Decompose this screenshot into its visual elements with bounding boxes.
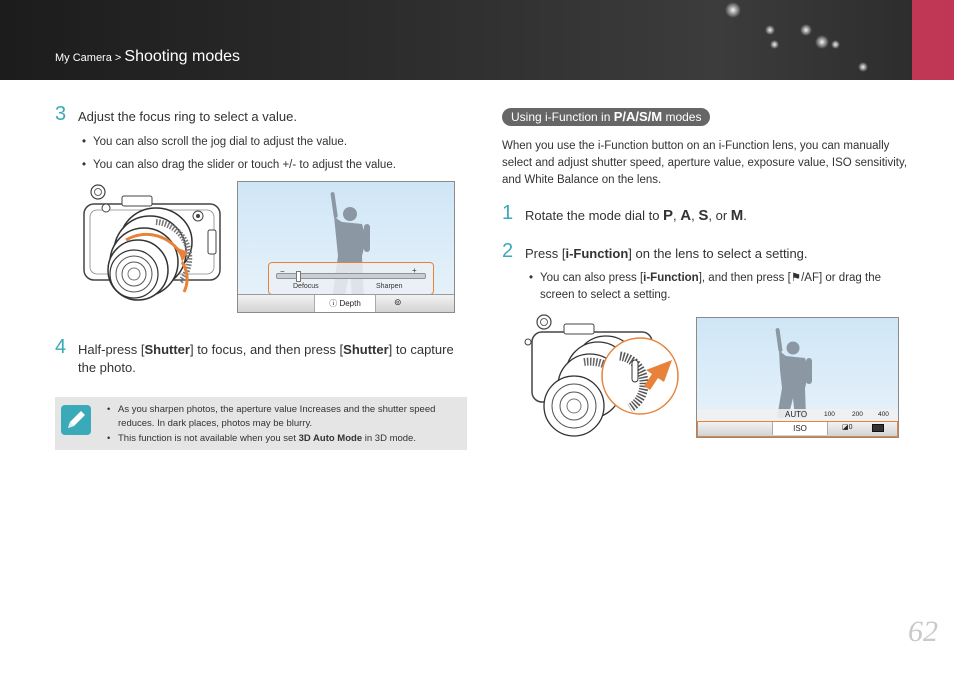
sparkle-decoration (800, 24, 812, 36)
step-2 (502, 240, 914, 263)
header-accent-tab (912, 0, 954, 80)
iso-option-auto[interactable]: AUTO (785, 410, 808, 419)
step-number: 4 (55, 336, 67, 358)
step-text: Press [i-Function] on the lens to select a setting. (525, 246, 808, 261)
step-number: 1 (502, 202, 514, 224)
intro-paragraph: When you use the i-Function button on an i-Function lens, you can manually select and adjust shutter speed, aperture value, exposure value, ISO sensitivity, and White Balance on the lens. (502, 140, 908, 186)
breadcrumb (55, 48, 240, 66)
right-column (502, 108, 914, 304)
white-balance-icon[interactable] (872, 424, 884, 432)
note-item: • As you sharpen photos, the aperture value Increases and the shutter speed reduces. In dark places, photos may be blurry. (107, 403, 459, 431)
exposure-icon: ◪ (842, 424, 849, 431)
breadcrumb-parent[interactable]: My Camera > (55, 52, 122, 64)
mode-p-icon: P (663, 207, 674, 224)
step-text: Half-press [Shutter] to focus, and then press [Shutter] to capture the photo. (78, 342, 454, 375)
bullet-item: • You can also drag the slider or touch +/- to adjust the value. (82, 159, 396, 171)
focus-slider[interactable] (276, 273, 426, 279)
bullet-text: You can also drag the slider or touch +/- to adjust the value. (93, 159, 396, 171)
magnify-icon[interactable]: ⊚ (394, 297, 402, 307)
slider-handle[interactable] (296, 271, 301, 282)
step-4 (55, 336, 455, 377)
camera-screen-depth (237, 181, 455, 313)
page-number: 62 (908, 615, 938, 648)
camera-illustration-ifunction (524, 312, 682, 442)
iso-option-400[interactable]: 400 (878, 411, 889, 418)
exposure-indicator[interactable]: ◪0 (842, 424, 853, 431)
slider-minus-button[interactable]: − (280, 267, 285, 276)
mode-s-icon: S (698, 207, 709, 224)
depth-label: Depth (339, 299, 361, 308)
camera-illustration-focus-ring (78, 182, 226, 312)
slider-right-label: Sharpen (376, 283, 403, 290)
iso-option-100[interactable]: 100 (824, 411, 835, 418)
note-list (107, 403, 459, 446)
info-icon: ⓘ (329, 299, 338, 308)
screen-bottom-bar (238, 294, 455, 312)
ifunction-key: i-Function (565, 246, 629, 261)
slider-left-label: Defocus (293, 283, 319, 290)
iso-tab[interactable] (772, 422, 828, 435)
note-item: • This function is not available when you set 3D Auto Mode in 3D mode. (107, 432, 459, 446)
sparkle-decoration (765, 25, 775, 35)
bullet-text: You can also scroll the jog dial to adjust the value. (93, 136, 348, 148)
step-text: Rotate the mode dial to P, A, S, or M. (525, 207, 747, 224)
breadcrumb-current: Shooting modes (124, 48, 241, 65)
left-column (55, 103, 467, 174)
mode-icons: P/A/S/M (613, 109, 663, 124)
sparkle-decoration (770, 40, 779, 49)
bullet-item: • You can also press [i-Function], and then press [⚑/AF] or drag the screen to select a setting. (529, 272, 881, 301)
step-text: Adjust the focus ring to select a value. (78, 109, 297, 124)
sparkle-decoration (858, 62, 868, 72)
bullet-item: • You can also scroll the jog dial to adjust the value. (82, 136, 348, 148)
iso-label: ISO (793, 424, 807, 433)
shutter-key: Shutter (144, 342, 190, 357)
step-number: 3 (55, 103, 67, 125)
shutter-key: Shutter (343, 342, 389, 357)
iso-option-200[interactable]: 200 (852, 411, 863, 418)
depth-tab[interactable] (314, 295, 376, 312)
step-number: 2 (502, 240, 514, 262)
step-3 (55, 103, 467, 126)
screen-bottom-bar (697, 421, 898, 437)
step-1 (502, 202, 914, 225)
sparkle-decoration (815, 35, 829, 49)
sparkle-decoration (725, 2, 741, 18)
slider-plus-button[interactable]: + (412, 266, 417, 275)
mode-m-icon: M (730, 207, 744, 224)
person-silhouette (773, 326, 819, 418)
camera-screen-iso (696, 317, 899, 438)
mode-a-icon: A (680, 207, 692, 224)
macro-af-icon: ⚑/AF (790, 272, 819, 284)
sparkle-decoration (831, 40, 840, 49)
bullet-text: You can also press [i-Function], and then press [⚑/AF] or drag the screen to select a setting. (540, 272, 881, 301)
note-box (55, 397, 467, 450)
pencil-note-icon (61, 405, 91, 435)
page-header (0, 0, 954, 80)
section-title: Using i-Function in P/A/S/M modes (502, 108, 710, 126)
